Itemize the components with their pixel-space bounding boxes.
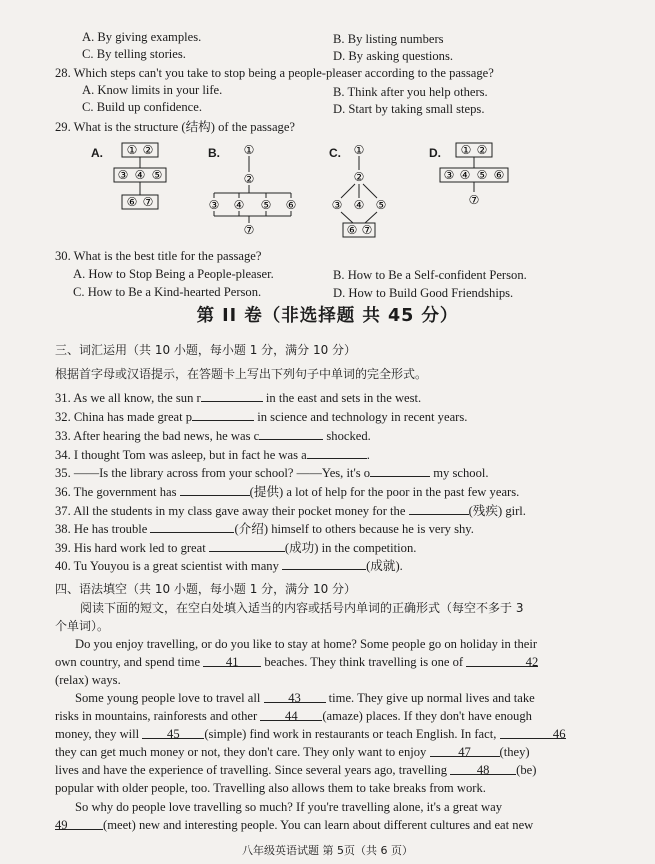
q30-option-a: A. How to Stop Being a People-pleaser. [73, 267, 274, 281]
circled-3: ③ [208, 198, 220, 212]
structure-diagram-a [110, 140, 170, 220]
vocab-item-39: 39. His hard work led to great (成功) in the competition. [55, 541, 417, 555]
answer-blank-37[interactable] [409, 503, 469, 515]
circled-2: ② [243, 172, 255, 186]
diagram-d-label: D. [429, 146, 441, 160]
page-footer: 八年级英语试题 第 5页（共 6 页） [242, 844, 413, 857]
q28-option-c: C. Build up confidence. [82, 100, 202, 114]
answer-blank-41[interactable]: 41 [203, 655, 261, 667]
answer-blank-34[interactable] [307, 447, 367, 459]
section4-instruction-line1: 阅读下面的短文，在空白处填入适当的内容或括号内单词的正确形式（每空不多于 3 [80, 601, 524, 615]
vocab-item-34: 34. I thought Tom was asleep, but in fact he was a . [55, 448, 370, 462]
circled-5: ⑤ [151, 168, 163, 182]
q30-option-b: B. How to Be a Self-confident Person. [333, 268, 527, 282]
answer-blank-47[interactable]: 47 [430, 745, 500, 757]
q29-stem: 29. What is the structure (结构) of the passage? [55, 120, 296, 134]
answer-blank-36[interactable] [180, 484, 250, 496]
vocab-item-36: 36. The government has (提供) a lot of help for the poor in the past few years. [55, 485, 520, 499]
q28-option-d: D. Start by taking small steps. [333, 102, 485, 116]
passage-p2-line3: money, they will 45 (simple) find work in restaurants or teach English. In fact, 46 [55, 727, 566, 741]
circled-1: ① [353, 143, 365, 157]
answer-blank-44[interactable]: 44 [260, 709, 322, 721]
answer-blank-46[interactable]: 46 [500, 727, 566, 739]
circled-6: ⑥ [346, 223, 358, 237]
circled-7: ⑦ [468, 193, 480, 207]
circled-4: ④ [233, 198, 245, 212]
answer-blank-31[interactable] [201, 390, 263, 402]
circled-1: ① [126, 143, 138, 157]
circled-3: ③ [443, 168, 455, 182]
vocab-item-32: 32. China has made great p in science and technology in recent years. [55, 410, 468, 424]
part-two-title: 第 II 卷（非选择题 共 45 分） [196, 306, 459, 326]
answer-blank-42[interactable]: 42 [466, 655, 538, 667]
section3-instruction: 根据首字母或汉语提示，在答题卡上写出下列句子中单词的完全形式。 [55, 367, 428, 381]
q27-option-c: C. By telling stories. [82, 47, 186, 61]
circled-7: ⑦ [361, 223, 373, 237]
passage-p2-line1: Some young people love to travel all 43 time. They give up normal lives and take [75, 691, 535, 705]
answer-blank-45[interactable]: 45 [142, 727, 204, 739]
answer-blank-43[interactable]: 43 [264, 691, 326, 703]
q28-stem: 28. Which steps can't you take to stop being a people-pleaser according to the passage? [55, 66, 494, 80]
q30-option-c: C. How to Be a Kind-hearted Person. [73, 285, 262, 299]
answer-blank-39[interactable] [209, 540, 285, 552]
circled-6: ⑥ [493, 168, 505, 182]
section3-heading: 三、词汇运用（共 10 小题，每小题 1 分，满分 10 分） [55, 343, 357, 357]
vocab-item-40: 40. Tu Youyou is a great scientist with many (成就). [55, 559, 403, 573]
circled-7: ⑦ [243, 223, 255, 237]
answer-blank-40[interactable] [282, 558, 366, 570]
circled-6: ⑥ [126, 195, 138, 209]
passage-p1-line3: (relax) ways. [55, 673, 121, 687]
q30-option-d: D. How to Build Good Friendships. [333, 286, 514, 300]
passage-p1-line2: own country, and spend time 41 beaches. They think travelling is one of 42 [55, 655, 539, 669]
vocab-item-33: 33. After hearing the bad news, he was c shocked. [55, 429, 371, 443]
circled-1: ① [243, 143, 255, 157]
circled-6: ⑥ [285, 198, 297, 212]
circled-2: ② [476, 143, 488, 157]
circled-3: ③ [117, 168, 129, 182]
structure-diagram-c [325, 140, 400, 245]
section4-instruction-line2: 个单词）。 [55, 619, 110, 633]
diagram-b-label: B. [208, 146, 220, 160]
diagram-a-label: A. [91, 146, 103, 160]
circled-3: ③ [331, 198, 343, 212]
q27-option-b: B. By listing numbers [333, 32, 444, 46]
passage-p2-line5: lives and have the experience of travelling. Since several years ago, travelling 48 (be) [55, 763, 537, 777]
circled-2: ② [353, 170, 365, 184]
vocab-item-38: 38. He has trouble (介绍) himself to others because he is very shy. [55, 522, 474, 536]
passage-p1-line1: Do you enjoy travelling, or do you like to stay at home? Some people go on holiday in their [75, 637, 538, 651]
vocab-item-37: 37. All the students in my class gave away their pocket money for the (残疾) girl. [55, 504, 526, 518]
answer-blank-38[interactable] [150, 521, 234, 533]
circled-1: ① [460, 143, 472, 157]
answer-blank-32[interactable] [192, 409, 254, 421]
section4-heading: 四、语法填空（共 10 小题，每小题 1 分，满分 10 分） [55, 582, 357, 596]
q27-option-d: D. By asking questions. [333, 49, 453, 63]
circled-4: ④ [353, 198, 365, 212]
structure-diagram-b [205, 140, 300, 245]
answer-blank-48[interactable]: 48 [450, 763, 516, 775]
q30-stem: 30. What is the best title for the passage? [55, 249, 262, 263]
q28-option-a: A. Know limits in your life. [82, 83, 223, 97]
passage-p3-line1: So why do people love travelling so much? If you're travelling alone, it's a great way [75, 800, 503, 814]
passage-p2-line4: they can get much money or not, they don't care. They only want to enjoy 47 (they) [55, 745, 530, 759]
circled-4: ④ [459, 168, 471, 182]
passage-p2-line6: popular with older people, too. Travelling also allows them to take breaks from work. [55, 781, 486, 795]
q28-option-b: B. Think after you help others. [333, 85, 488, 99]
circled-5: ⑤ [476, 168, 488, 182]
vocab-item-31: 31. As we all know, the sun r in the east and sets in the west. [55, 391, 422, 405]
answer-blank-35[interactable] [370, 465, 430, 477]
circled-5: ⑤ [260, 198, 272, 212]
vocab-item-35: 35. ——Is the library across from your school? ——Yes, it's o my school. [55, 466, 489, 480]
circled-4: ④ [134, 168, 146, 182]
passage-p2-line2: risks in mountains, rainforests and other 44 (amaze) places. If they don't have enough [55, 709, 532, 723]
diagram-c-label: C. [329, 146, 341, 160]
circled-2: ② [142, 143, 154, 157]
structure-diagram-d [438, 140, 513, 220]
answer-blank-33[interactable] [259, 428, 323, 440]
passage-p3-line2: 49 (meet) new and interesting people. You can learn about different cultures and eat new [55, 818, 534, 832]
circled-5: ⑤ [375, 198, 387, 212]
circled-7: ⑦ [142, 195, 154, 209]
answer-blank-49[interactable]: 49 [55, 818, 103, 830]
q27-option-a: A. By giving examples. [82, 30, 202, 44]
